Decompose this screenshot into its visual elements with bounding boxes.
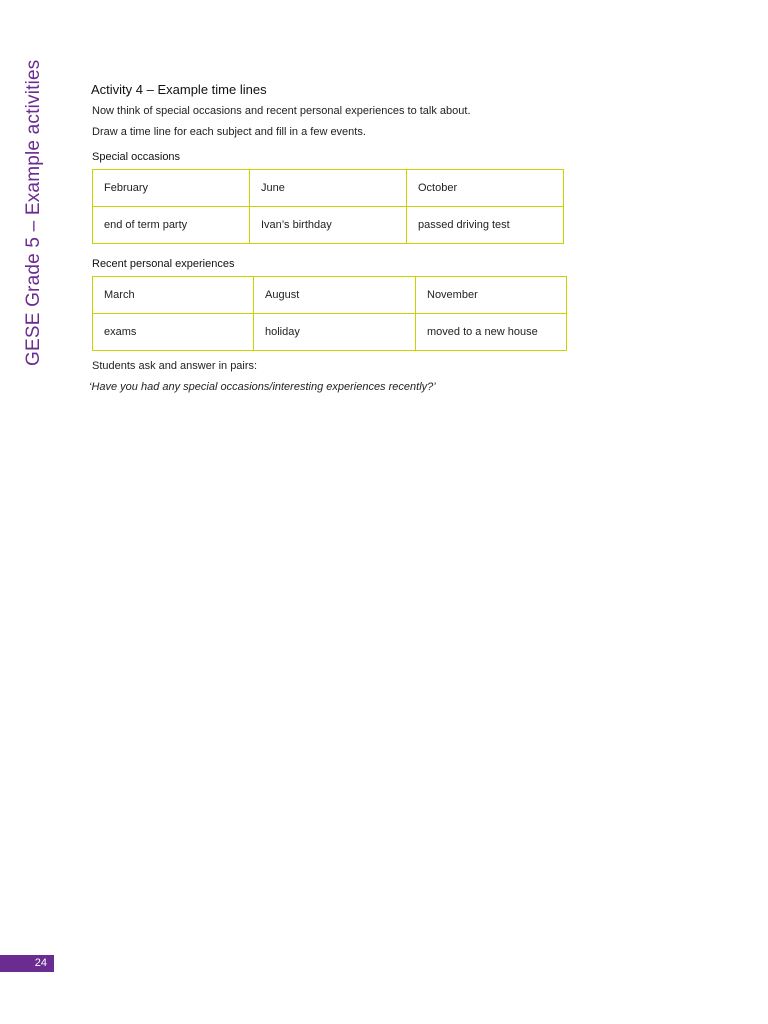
table-cell-event: exams — [93, 314, 254, 351]
table-cell-month: February — [93, 170, 250, 207]
table-row — [93, 314, 567, 351]
recent-experiences-table — [92, 276, 567, 351]
table-cell-month: March — [93, 277, 254, 314]
activity-heading: Activity 4 – Example time lines — [91, 82, 267, 97]
table-cell-month: October — [407, 170, 564, 207]
table-cell-event: passed driving test — [407, 207, 564, 244]
example-question: ‘Have you had any special occasions/interesting experiences recently?’ — [89, 381, 436, 393]
special-occasions-label: Special occasions — [92, 151, 181, 163]
main-content — [89, 82, 592, 393]
special-occasions-table — [92, 169, 564, 244]
intro-line-2: Draw a time line for each subject and fill in a few events. — [92, 126, 366, 138]
table-row — [93, 207, 564, 244]
table-cell-month: June — [250, 170, 407, 207]
table-cell-event: end of term party — [93, 207, 250, 244]
table-cell-event: Ivan’s birthday — [250, 207, 407, 244]
side-title: GESE Grade 5 – Example activities — [23, 59, 44, 366]
pairs-instruction: Students ask and answer in pairs: — [92, 360, 258, 372]
recent-experiences-label: Recent personal experiences — [92, 258, 235, 270]
table-cell-event: holiday — [254, 314, 416, 351]
table-row — [93, 277, 567, 314]
intro-line-1: Now think of special occasions and recent personal experiences to talk about. — [92, 105, 471, 117]
table-cell-month: November — [416, 277, 567, 314]
table-cell-event: moved to a new house — [416, 314, 567, 351]
table-row — [93, 170, 564, 207]
page-number: 24 — [0, 955, 54, 972]
table-cell-month: August — [254, 277, 416, 314]
